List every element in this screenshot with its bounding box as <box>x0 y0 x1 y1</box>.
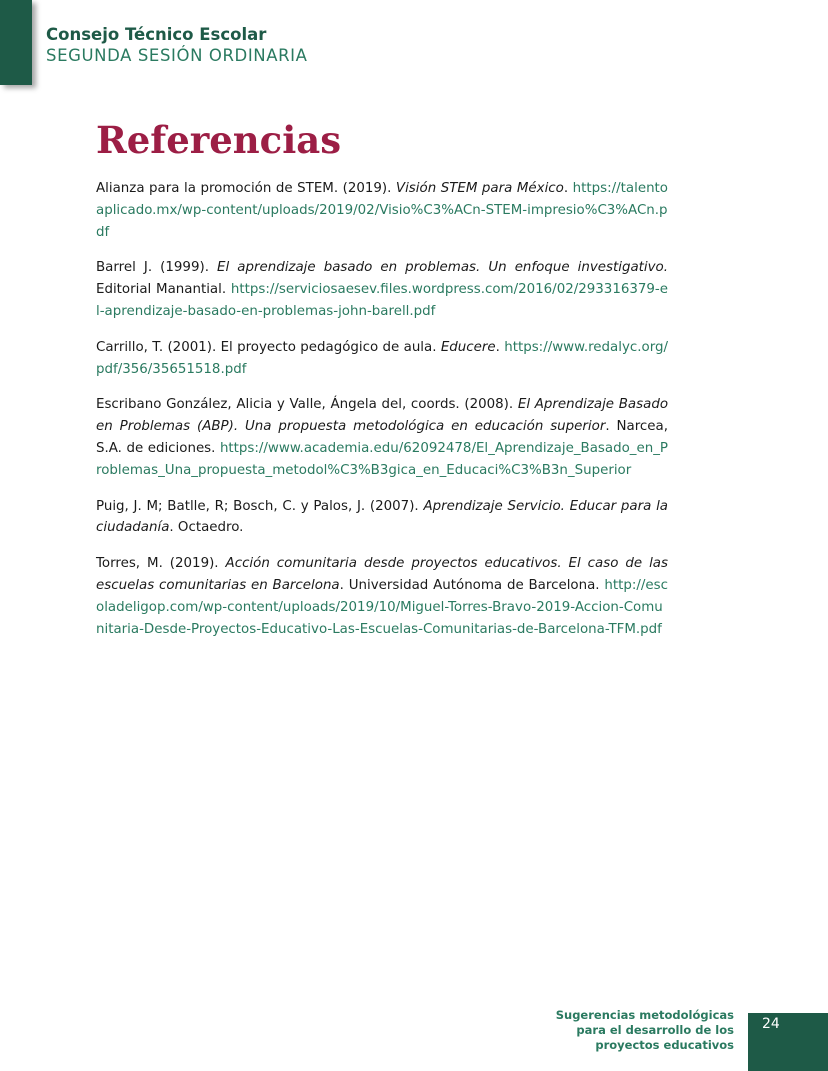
reference-title: Visión STEM para México <box>395 181 564 196</box>
reference-link[interactable]: https://www.redalyc.org/pdf/356/35651518.pdf <box>96 339 668 377</box>
reference-list <box>96 178 668 654</box>
page-number: 24 <box>762 1016 780 1032</box>
reference-item <box>96 496 668 540</box>
reference-item <box>96 553 668 640</box>
footer-line: para el desarrollo de los <box>576 1023 734 1037</box>
reference-item <box>96 178 668 243</box>
reference-text: . Octaedro. <box>169 520 244 536</box>
header-accent-band <box>0 0 32 85</box>
page-header <box>46 25 308 67</box>
reference-text: Escribano González, Alicia y Valle, Ángela del, coords. (2008). <box>96 397 518 413</box>
footer-line: proyectos educativos <box>595 1038 734 1052</box>
reference-text: . <box>495 339 505 355</box>
footer-caption <box>556 1008 734 1053</box>
reference-text: Carrillo, T. (2001). El proyecto pedagógico de aula. <box>96 339 441 355</box>
reference-link[interactable]: http://escoladeligop.com/wp-content/uploads/2019/10/Miguel-Torres-Bravo-2019-Accion-Comunitaria-Desde-Proyectos-Educativo-Las-Escuelas-Comunitarias-de-Barcelona-TFM.pdf <box>96 577 668 637</box>
reference-text: Barrel J. (1999). <box>96 260 218 276</box>
reference-item <box>96 257 668 322</box>
reference-text: Alianza para la promoción de STEM. (2019). <box>96 181 396 196</box>
footer-line: Sugerencias metodológicas <box>555 1008 734 1022</box>
page-number-tab <box>748 1013 828 1071</box>
reference-text: . Narcea, S.A. de ediciones. <box>96 419 668 456</box>
header-subtitle: SEGUNDA SESIÓN ORDINARIA <box>46 46 308 65</box>
page-title: Referencias <box>96 118 342 162</box>
reference-link[interactable]: https://talentoaplicado.mx/wp-content/uploads/2019/02/Visio%C3%ACn-STEM-impresio%C3%ACn.pdf <box>96 181 668 240</box>
reference-text: . Universidad Autónoma de Barcelona. <box>339 577 605 593</box>
reference-title: Acción comunitaria desde proyectos educativos. El caso de las escuelas comunitarias en Barcelona <box>96 556 668 593</box>
reference-link[interactable]: https://www.academia.edu/62092478/El_Aprendizaje_Basado_en_Problemas_Una_propuesta_metodol%C3%B3gica_en_Educaci%C3%B3n_Superior <box>96 440 668 478</box>
reference-item <box>96 337 668 381</box>
reference-link[interactable]: https://serviciosaesev.files.wordpress.com/2016/02/293316379-el-aprendizaje-basado-en-problemas-john-barell.pdf <box>96 282 668 319</box>
reference-text: . <box>563 181 573 196</box>
header-title: Consejo Técnico Escolar <box>46 25 267 44</box>
reference-title: Educere <box>440 339 496 355</box>
reference-title: El Aprendizaje Basado en Problemas (ABP). Una propuesta metodológica en educación superior <box>96 397 669 435</box>
reference-text: Puig, J. M; Batlle, R; Bosch, C. y Palos, J. (2007). <box>96 498 424 514</box>
reference-item <box>96 394 668 481</box>
reference-text: Torres, M. (2019). <box>96 556 226 572</box>
reference-text: Editorial Manantial. <box>96 282 231 298</box>
reference-title: El aprendizaje basado en problemas. Un enfoque investigativo. <box>217 260 668 276</box>
reference-title: Aprendizaje Servicio. Educar para la ciudadanía <box>96 498 668 536</box>
